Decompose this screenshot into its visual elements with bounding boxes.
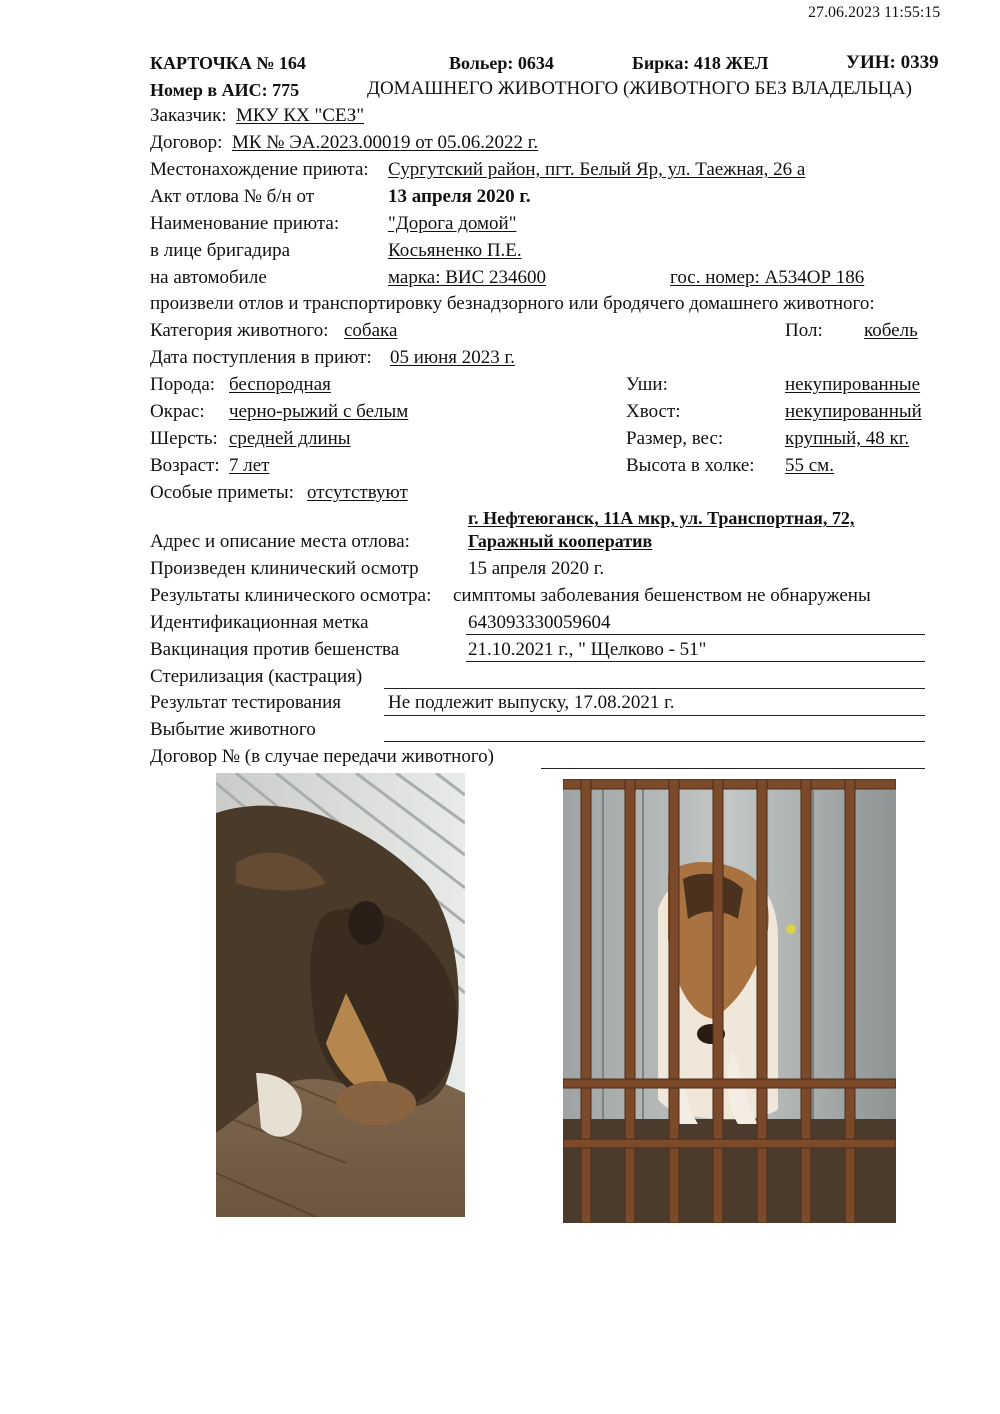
sterilization-underline [384,688,925,689]
shelter-label: Наименование приюта: [150,213,340,234]
dog-photo-cage [563,779,896,1223]
transfer-contract-label: Договор № (в случае передачи животного) [150,746,494,767]
exam-label: Произведен клинический осмотр [150,558,419,579]
card-subtitle: ДОМАШНЕГО ЖИВОТНОГО (ЖИВОТНОГО БЕЗ ВЛАДЕЛЬЦА) [367,78,912,99]
ais-number: Номер в АИС: 775 [150,80,300,100]
location-value: Сургутский район, пгт. Белый Яр, ул. Таежная, 26 а [388,159,806,180]
breed-value: беспородная [229,374,331,395]
car-label: на автомобиле [150,267,267,288]
breed-label: Порода: [150,374,216,395]
vaccination-value: 21.10.2021 г., " Щелково - 51" [468,639,707,660]
coat-value: средней длины [229,428,351,449]
exam-result-value: симптомы заболевания бешенством не обнаружены [453,585,871,606]
address-line-1: г. Нефтеюганск, 11А мкр, ул. Транспортная, 72, [468,508,855,528]
id-mark-label: Идентификационная метка [150,612,369,633]
marks-value: отсутствуют [307,482,408,503]
height-label: Высота в холке: [626,455,755,476]
arrival-label: Дата поступления в приют: [150,347,372,368]
vaccination-label: Вакцинация против бешенства [150,639,400,660]
card-number: КАРТОЧКА № 164 [150,53,306,73]
act-label: Акт отлова № б/н от [150,186,315,207]
address-line-2: Гаражный кооператив [468,531,653,551]
contract-value: МК № ЭА.2023.00019 от 05.06.2022 г. [232,132,539,153]
ears-label: Уши: [626,374,668,395]
print-timestamp: 27.06.2023 11:55:15 [808,4,941,21]
marks-label: Особые приметы: [150,482,294,503]
category-value: собака [344,320,398,341]
car-brand: марка: ВИС 234600 [388,267,547,288]
customer-value: МКУ КХ "СЕЗ" [236,105,365,126]
sterilization-label: Стерилизация (кастрация) [150,666,363,687]
sex-value: кобель [864,320,918,341]
act-date: 13 апреля 2020 г. [388,186,531,207]
age-label: Возраст: [150,455,220,476]
ears-value: некупированные [785,374,921,395]
id-mark-underline [466,634,925,635]
address-label: Адрес и описание места отлова: [150,531,410,552]
arrival-value: 05 июня 2023 г. [390,347,515,368]
departure-label: Выбытие животного [150,719,316,740]
id-mark-value: 643093330059604 [468,612,611,633]
tag-number: Бирка: 418 ЖЕЛ [632,53,769,73]
tail-label: Хвост: [626,401,681,422]
category-label: Категория животного: [150,320,329,341]
customer-label: Заказчик: [150,105,227,126]
test-result-value: Не подлежит выпуску, 17.08.2021 г. [388,692,675,713]
size-value: крупный, 48 кг. [785,428,910,449]
height-value: 55 см. [785,455,834,476]
size-label: Размер, вес: [626,428,724,449]
foreman-label: в лице бригадира [150,240,291,261]
age-value: 7 лет [229,455,270,476]
shelter-value: "Дорога домой" [388,213,517,234]
foreman-value: Косьяненко П.Е. [388,240,522,261]
uin-number: УИН: 0339 [846,52,939,73]
sex-label: Пол: [785,320,823,341]
color-value: черно-рыжий с белым [229,401,409,422]
dog-photo-lying [216,773,465,1217]
exam-date: 15 апреля 2020 г. [468,558,605,579]
vaccination-underline [466,661,925,662]
contract-label: Договор: [150,132,223,153]
departure-underline [384,741,925,742]
enclosure-number: Вольер: 0634 [449,53,554,73]
coat-label: Шерсть: [150,428,218,449]
capture-statement: произвели отлов и транспортировку безнадзорного или бродячего домашнего животного: [150,293,875,314]
test-result-label: Результат тестирования [150,692,342,713]
color-label: Окрас: [150,401,205,422]
test-result-underline [384,715,925,716]
transfer-contract-underline [541,768,925,769]
location-label: Местонахождение приюта: [150,159,369,180]
exam-result-label: Результаты клинического осмотра: [150,585,432,606]
tail-value: некупированный [785,401,922,422]
car-plate: гос. номер: А534ОР 186 [670,267,865,288]
